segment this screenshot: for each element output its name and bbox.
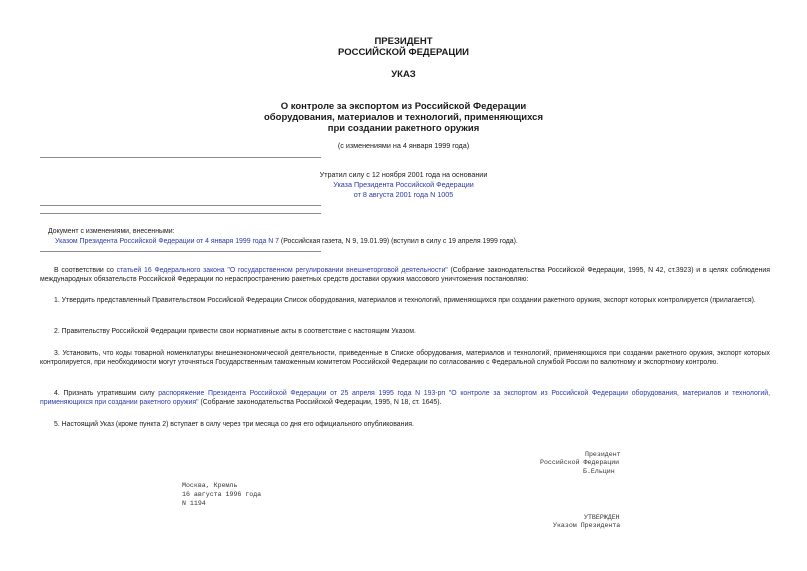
document-type: УКАЗ <box>391 69 416 80</box>
preamble-text: В соответствии со <box>54 267 117 274</box>
header-federation: РОССИЙСКОЙ ФЕДЕРАЦИИ <box>337 47 469 58</box>
divider <box>40 157 321 158</box>
paragraph-1: 1. Утвердить представленный Правительством Российской Федерации Список оборудования, материалов и технологий, применяющихся при создании ракетного оружия, экспорт которых контролируется (прилагается). <box>54 297 756 304</box>
paragraph-4 <box>40 389 770 408</box>
changes-line <box>55 237 768 246</box>
changes-source: (Российская газета, N 9, 19.01.99) (вступил в силу с 19 апреля 1999 года). <box>278 238 518 245</box>
title-line-2: оборудования, материалов и технологий, применяющихся <box>264 112 543 123</box>
preamble-paragraph <box>40 266 770 285</box>
date: 16 августа 1996 года <box>182 491 262 498</box>
divider <box>40 213 321 214</box>
paragraph-4-text: 4. Признать утратившим силу <box>54 390 159 397</box>
amendment-note: (с изменениями на 4 января 1999 года) <box>337 141 470 150</box>
repeal-decree-link[interactable]: Указа Президента Российской Федерации <box>333 180 474 189</box>
divider <box>40 251 321 252</box>
approved-label: УТВЕРЖДЕН <box>584 514 620 521</box>
paragraph-3: 3. Установить, что коды товарной номенклатуры внешнеэкономической деятельности, приведенные в Списке оборудования, материалов и технологий, применяющихся при создании ракетного оружия, экспорт которых контролируется, при необходимости могут уточняться Государственным таможенным комитетом Российской Федерации по согласованию с Федеральной службой России по валютному и экспортному контролю. <box>40 350 770 367</box>
paragraph-5: 5. Настоящий Указ (кроме пункта 2) вступает в силу через три месяца со дня его официального опубликования. <box>54 421 414 428</box>
changes-label: Документ с изменениями, внесенными: <box>48 228 175 235</box>
signature-title: Президент <box>585 451 621 458</box>
order-193-link[interactable]: распоряжение Президента Российской Федерации от 25 апреля 1995 года N 193-рп "О контроле за экспортом из Российской Федерации оборудования, материалов и технологий, применяющихся при создании ракетного оружия" <box>40 390 770 407</box>
preamble-text-rest: (Собрание законодательства Российской Федерации, 1995, N 42, ст.3923) и в целях соблюдения международных обязательств Российской Федерации по нераспространению ракетных средств доставки оружия массового уничтожения постановляю: <box>40 267 770 284</box>
place: Москва, Кремль <box>182 482 238 489</box>
approved-by: Указом Президента <box>553 522 621 529</box>
title-line-3: при создании ракетного оружия <box>327 123 480 134</box>
repeal-note: Утратил силу с 12 ноября 2001 года на основании <box>319 170 488 179</box>
divider <box>40 205 321 206</box>
changes-decree-link[interactable]: Указом Президента Российской Федерации от 4 января 1999 года N 7 <box>55 238 279 245</box>
signature-federation: Российской Федерации <box>540 459 620 466</box>
federal-law-link[interactable]: статьей 16 Федерального закона "О государственном регулировании внешнеторговой деятельности" <box>116 267 448 274</box>
paragraph-4-source: (Собрание законодательства Российской Федерации, 1995, N 18, ст. 1645). <box>198 399 442 407</box>
paragraph-2: 2. Правительству Российской Федерации привести свои нормативные акты в соответствие с настоящим Указом. <box>54 328 416 335</box>
decree-number: N 1194 <box>182 500 206 507</box>
repeal-decree-date-link[interactable]: от 8 августа 2001 года N 1005 <box>353 190 454 199</box>
title-line-1: О контроле за экспортом из Российской Федерации <box>280 101 527 112</box>
signature-name: Б.Ельцин <box>583 468 615 475</box>
header-president: ПРЕЗИДЕНТ <box>374 36 433 47</box>
